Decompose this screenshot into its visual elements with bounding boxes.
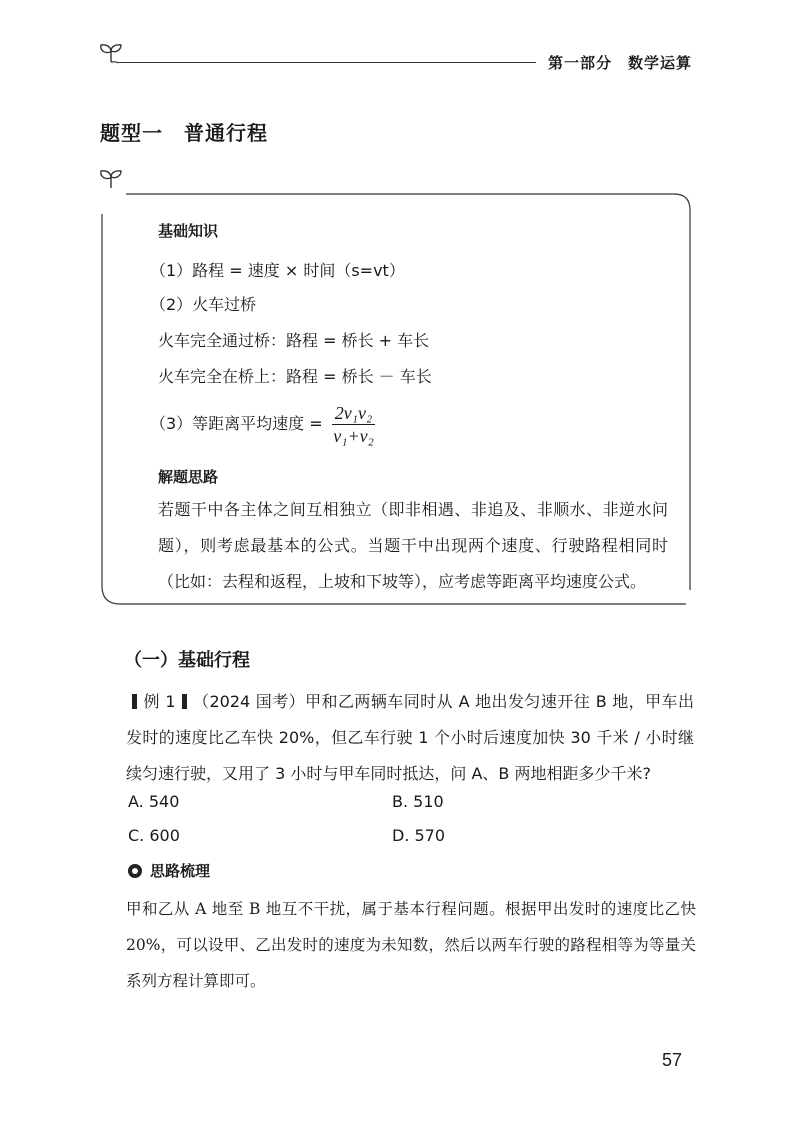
section-heading: 题型一 普通行程: [100, 121, 268, 145]
example-label: 例 1: [143, 692, 176, 711]
example-text: （2024 国考）甲和乙两辆车同时从 A 地出发匀速开往 B 地，甲车出发时的速度比乙车快 20%，但乙车行驶 1 个小时后速度加快 30 千米 / 小时继续匀速行驶，又用了 3 小时与甲车同时抵达，问 A、B 两地相距多少千米?: [126, 692, 694, 783]
formula-line-2: （2）火车过桥: [150, 295, 257, 314]
example-bracket-left: [132, 694, 137, 709]
formula-line-3: 火车完全通过桥：路程 = 桥长 + 车长: [158, 331, 430, 350]
analysis-text: 甲和乙从 A 地至 B 地互不干扰，属于基本行程问题。根据甲出发时的速度比乙快 20%，可以设甲、乙出发时的速度为未知数，然后以两车行驶的路程相等为等量关系列方程计算即可。: [126, 900, 696, 990]
analysis-heading: 思路梳理: [150, 862, 211, 880]
formula-line-5: [150, 402, 375, 447]
header-rule: [118, 62, 536, 63]
fraction-denominator: v₁+v₂: [333, 426, 374, 446]
example-question: [126, 684, 694, 792]
target-icon: [128, 864, 142, 878]
knowledge-box: [100, 186, 692, 606]
average-speed-fraction: [332, 402, 376, 447]
analysis-heading-row: [128, 860, 210, 881]
sprout-icon: [98, 42, 124, 64]
fraction-numerator: 2v₁v₂: [332, 402, 376, 425]
option-a: A. 540: [128, 792, 180, 811]
option-b: B. 510: [392, 792, 444, 811]
basic-knowledge-title: 基础知识: [158, 222, 219, 240]
page-number: 57: [662, 1050, 683, 1070]
approach-text: 若题干中各主体之间互相独立（即非相遇、非追及、非顺水、非逆水问题），则考虑最基本的公式。当题干中出现两个速度、行驶路程相同时（比如：去程和返程，上坡和下坡等），应考虑等距离平均速度公式。: [158, 500, 668, 591]
example-bracket-right: [182, 694, 187, 709]
subsection-heading: （一）基础行程: [124, 650, 250, 671]
option-c: C. 600: [128, 826, 180, 845]
formula-line-4: 火车完全在桥上：路程 = 桥长 － 车长: [158, 367, 432, 386]
header-title: 第一部分 数学运算: [548, 54, 693, 72]
formula-line-5-prefix: （3）等距离平均速度 =: [150, 414, 323, 433]
option-d: D. 570: [392, 826, 446, 845]
approach-title: 解题思路: [158, 468, 219, 486]
formula-line-1: （1）路程 = 速度 × 时间（s=vt）: [150, 261, 405, 280]
